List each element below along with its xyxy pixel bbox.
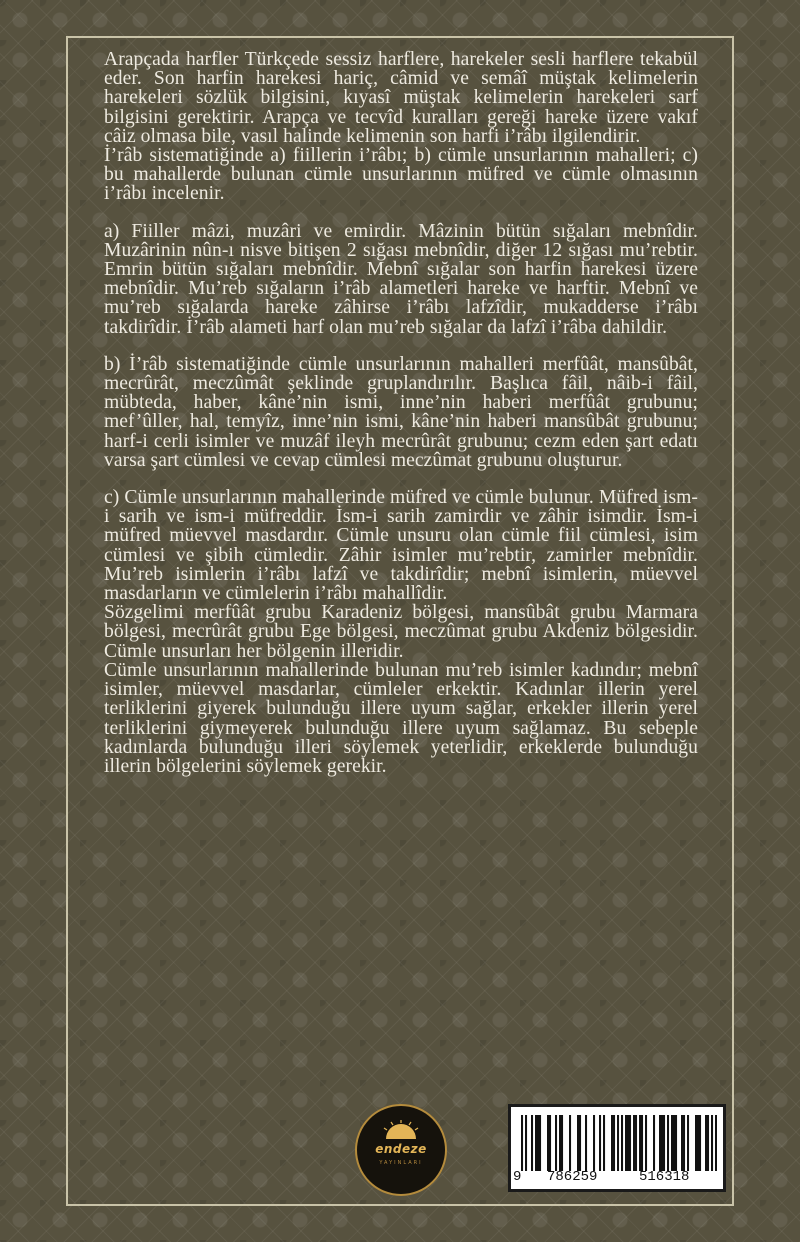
barcode-bar [663,1115,665,1171]
barcode-bar [525,1115,527,1171]
barcode-bar [629,1115,631,1171]
barcode-bar [659,1115,661,1171]
barcode-bar [639,1115,641,1171]
barcode-bar [547,1115,549,1171]
barcode-lead-digit: 9 [513,1169,522,1185]
barcode-number [511,1169,723,1187]
barcode-bar [561,1115,563,1171]
barcode-bar [627,1115,629,1171]
barcode-bar [673,1115,675,1171]
barcode-bar [699,1115,701,1171]
paragraph-intro: Arapçada harfler Türkçede sessiz harflere, harekeler sesli harflere tekabül eder. Son harfin harekesi hariç, câmid ve semâî müştak kelimelerin harekeleri sözlük bilgisini, kıyasî müştak kelimelerin harekeleri sarf bilgisini gerektirir. Arapça ve tecvîd kuralları gereği hareke üzere vakıf câiz olmasa bile, vasıl halinde kelimenin son harfi i’râbı ilgilendirir. [104,49,698,147]
paragraph-analogy-gender: Cümle unsurlarının mahallerinde bulunan mu’reb isimler kadındır; mebnî isimler, müevvel masdarlar, cümleler erkektir. Kadınlar illerin yerel terliklerini giyerek bulunduğu illere uyum sağlar, erkekler illerin yerel terliklerini giymeyerek bulunduğu illere uyum sağlamaz. Bu sebeple kadınlarda bulunduğu illeri söylemek yeterlidir, erkeklerde bulunduğu illerin bölgelerini söylemek gerekir. [104,659,698,777]
barcode-bar [687,1115,689,1171]
barcode-bar [681,1115,683,1171]
publisher-logo [355,1104,447,1196]
barcode-bar [555,1115,557,1171]
paragraph-mufred: c) Cümle unsurlarının mahallerinde müfred ve cümle bulunur. Müfred ism-i sarih ve ism-i müfreddir. İsm-i sarih zamirdir ve zâhir isimdir. İsm-i müfred müevvel masdardır. Cümle unsuru olan cümle fiil cümlesi, isim cümlesi ve şibih cümledir. Zâhir isimler mu’rebtir, zamirler mebnîdir. Mu’reb isimlerin i’râbı lafzî ve takdirîdir; mebnî isimlerin, müevvel masdarların ve cümlelerin i’râbı mahallîdir. [104,487,698,605]
barcode-group-2: 516318 [639,1169,690,1185]
barcode-bar [549,1115,551,1171]
barcode-bar [613,1115,615,1171]
isbn-barcode [508,1104,726,1192]
barcode-bar [711,1115,713,1171]
barcode-bar [617,1115,619,1171]
barcode-bar [633,1115,635,1171]
publisher-name: endeze [375,1142,427,1156]
barcode-bar [635,1115,637,1171]
barcode-bar [683,1115,685,1171]
sun-rays-icon [382,1120,420,1140]
barcode-bar [603,1115,605,1171]
barcode-bar [569,1115,571,1171]
barcode-bar [621,1115,623,1171]
barcode-bar [715,1115,717,1171]
barcode-bar [593,1115,595,1171]
back-cover-text [104,50,698,776]
barcode-bars [521,1115,717,1171]
barcode-bar [539,1115,541,1171]
barcode-bar [625,1115,627,1171]
barcode-bar [611,1115,613,1171]
barcode-bar [671,1115,673,1171]
barcode-bar [599,1115,601,1171]
paragraph-verbs: a) Fiiller mâzi, muzâri ve emirdir. Mâzinin bütün sığaları mebnîdir. Muzârinin nûn-ı nisve bitişen 2 sığası mebnîdir, diğer 12 sığası mu’rebtir. Emrin bütün sığaları mebnîdir. Mebnî sığalar son harfin harekesi üzere mebnîdir. Mu’reb sığaların i’râb alametleri hareke ve harftir. Mebnî ve mu’reb sığalarda hareke zâhirse i’râbı lafzîdir, mukadderse i’râbı takdirîdir. İ’râb alameti harf olan mu’reb sığalar da lafzî i’râba dahildir. [104,220,698,338]
paragraph-analogy-regions: Sözgelimi merfûât grubu Karadeniz bölgesi, mansûbât grubu Marmara bölgesi, mecrûrât grubu Ege bölgesi, meczûmat grubu Akdeniz bölgesidir. Cümle unsurları her bölgenin illeridir. [104,602,698,662]
barcode-bar [667,1115,669,1171]
barcode-bar [585,1115,587,1171]
barcode-bar [675,1115,677,1171]
barcode-bar [531,1115,533,1171]
publisher-subtitle: YAYINLARI [379,1160,423,1166]
barcode-group-1: 786259 [547,1169,598,1185]
barcode-bar [697,1115,699,1171]
paragraph-irab-system: İ’râb sistematiğinde a) fiillerin i’râbı; b) cümle unsurlarının mahalleri; c) bu mahallerde bulunan cümle unsurlarının müfred ve cümle olmasının i’râbı incelenir. [104,145,698,205]
barcode-bar [705,1115,707,1171]
barcode-bar [521,1115,523,1171]
barcode-bar [707,1115,709,1171]
barcode-bar [535,1115,537,1171]
barcode-bar [537,1115,539,1171]
barcode-bar [645,1115,647,1171]
barcode-bar [653,1115,655,1171]
paragraph-sentence-elements: b) İ’râb sistematiğinde cümle unsurlarının mahalleri merfûât, mansûbât, mecrûrât, meczûmât şeklinde gruplandırılır. Başlıca fâil, nâib-i fâil, mübteda, haber, kâne’nin ismi, inne’nin haberi merfûât grubunu; mef’ûller, hal, temyîz, inne’nin ismi, kâne’nin haberi mansûbât grubunu; harf-i cerli isimler ve muzâf ileyh mecrûrât grubunu; cezm eden şart edatı varsa şart cümlesi ve cevap cümlesi meczûmat grubunu oluşturur. [104,353,698,471]
barcode-bar [695,1115,697,1171]
barcode-bar [661,1115,663,1171]
barcode-bar [559,1115,561,1171]
barcode-bar [577,1115,579,1171]
barcode-bar [641,1115,643,1171]
barcode-bar [579,1115,581,1171]
